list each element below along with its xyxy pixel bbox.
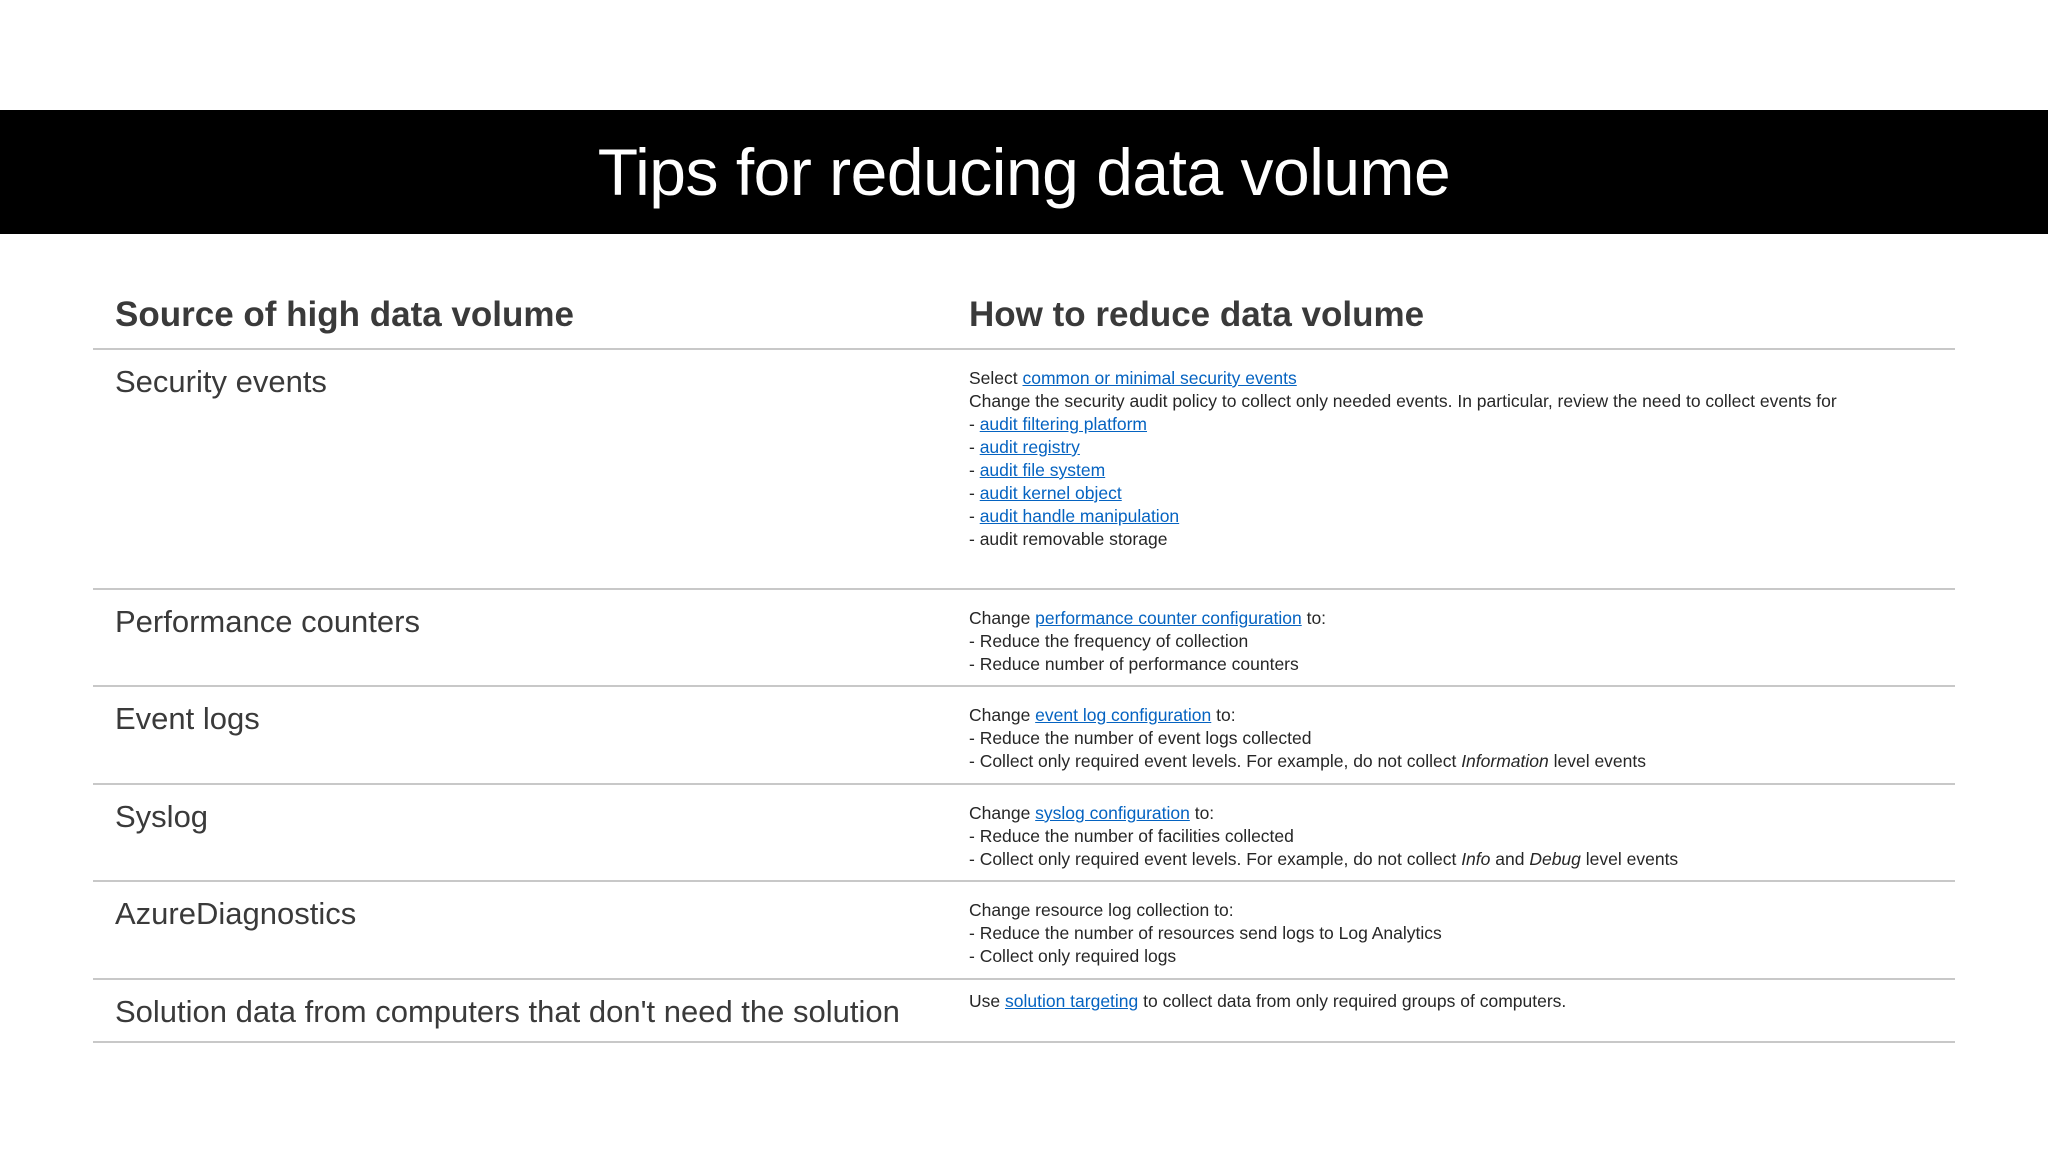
audit-registry-link[interactable]: audit registry <box>979 437 1080 457</box>
text: and <box>1490 849 1530 869</box>
syslog-configuration-link[interactable]: syslog configuration <box>1035 803 1190 823</box>
text-line: Change resource log collection to: <box>969 900 1234 920</box>
table-row-azure-diagnostics <box>93 882 1955 980</box>
text: level events <box>1548 751 1647 771</box>
audit-kernel-object-link[interactable]: audit kernel object <box>979 483 1122 503</box>
text: Change <box>969 705 1036 725</box>
text: to collect data from only required groups of computers. <box>1138 991 1567 1011</box>
text-line <box>969 704 1955 727</box>
reduce-cell <box>969 350 1955 588</box>
reduce-cell <box>969 687 1955 783</box>
text-line <box>969 848 1955 871</box>
text-line <box>969 607 1955 630</box>
text: to: <box>1301 608 1327 628</box>
text: level events <box>1580 849 1679 869</box>
tips-table <box>93 282 1955 1043</box>
text: Change <box>969 803 1036 823</box>
reduce-cell <box>969 980 1955 1041</box>
text-line <box>969 413 1955 436</box>
text: to: <box>1189 803 1215 823</box>
source-cell: Security events <box>115 364 327 399</box>
text: - Collect only required event levels. For example, do not collect <box>969 751 1462 771</box>
source-cell: Event logs <box>115 701 260 736</box>
dash: - <box>969 460 980 480</box>
reduce-cell <box>969 785 1955 880</box>
text-line <box>969 459 1955 482</box>
event-log-configuration-link[interactable]: event log configuration <box>1035 705 1212 725</box>
text: Change <box>969 608 1036 628</box>
header-source: Source of high data volume <box>115 295 574 334</box>
reduce-cell <box>969 882 1955 978</box>
source-cell: Syslog <box>115 799 209 834</box>
text-line <box>969 436 1955 459</box>
audit-file-system-link[interactable]: audit file system <box>979 460 1106 480</box>
text-line: - Reduce the frequency of collection <box>969 631 1249 651</box>
emphasis-text: Information <box>1461 751 1549 771</box>
text-line <box>969 802 1955 825</box>
text: Select <box>969 368 1023 388</box>
audit-filtering-platform-link[interactable]: audit filtering platform <box>979 414 1148 434</box>
source-cell: Performance counters <box>115 604 420 639</box>
emphasis-text: Debug <box>1529 849 1581 869</box>
text-line: - Reduce the number of resources send logs to Log Analytics <box>969 923 1442 943</box>
dash: - <box>969 414 980 434</box>
dash: - <box>969 506 980 526</box>
text: Use <box>969 991 1005 1011</box>
reduce-cell <box>969 590 1955 685</box>
header-reduce: How to reduce data volume <box>969 295 1425 334</box>
text-line: Change the security audit policy to collect only needed events. In particular, review the need to collect events for <box>969 391 1837 411</box>
text: - Collect only required event levels. For example, do not collect <box>969 849 1462 869</box>
audit-handle-manipulation-link[interactable]: audit handle manipulation <box>979 506 1180 526</box>
table-row-event-logs <box>93 687 1955 785</box>
solution-targeting-link[interactable]: solution targeting <box>1004 991 1139 1011</box>
table-row-solution-data <box>93 980 1955 1043</box>
dash: - <box>969 437 980 457</box>
slide-title: Tips for reducing data volume <box>597 135 1451 209</box>
text: to: <box>1211 705 1236 725</box>
common-minimal-security-events-link[interactable]: common or minimal security events <box>1022 368 1297 388</box>
title-bar <box>0 110 2048 234</box>
text-line <box>969 750 1955 773</box>
emphasis-text: Info <box>1461 849 1491 869</box>
table-row-performance-counters <box>93 590 1955 687</box>
dash: - <box>969 483 980 503</box>
text-line: - Collect only required logs <box>969 946 1177 966</box>
table-row-security-events <box>93 350 1955 590</box>
performance-counter-configuration-link[interactable]: performance counter configuration <box>1035 608 1302 628</box>
text-line <box>969 367 1955 390</box>
text-line: - Reduce number of performance counters <box>969 654 1299 674</box>
table-header <box>93 282 1955 350</box>
text-line <box>969 505 1955 528</box>
text-line: - audit removable storage <box>969 529 1168 549</box>
source-cell: AzureDiagnostics <box>115 896 357 931</box>
table-row-syslog <box>93 785 1955 882</box>
text-line <box>969 990 1955 1013</box>
text-line <box>969 482 1955 505</box>
source-cell: Solution data from computers that don't need the solution <box>115 994 900 1029</box>
text-line: - Reduce the number of event logs collected <box>969 728 1312 748</box>
text-line: - Reduce the number of facilities collected <box>969 826 1294 846</box>
